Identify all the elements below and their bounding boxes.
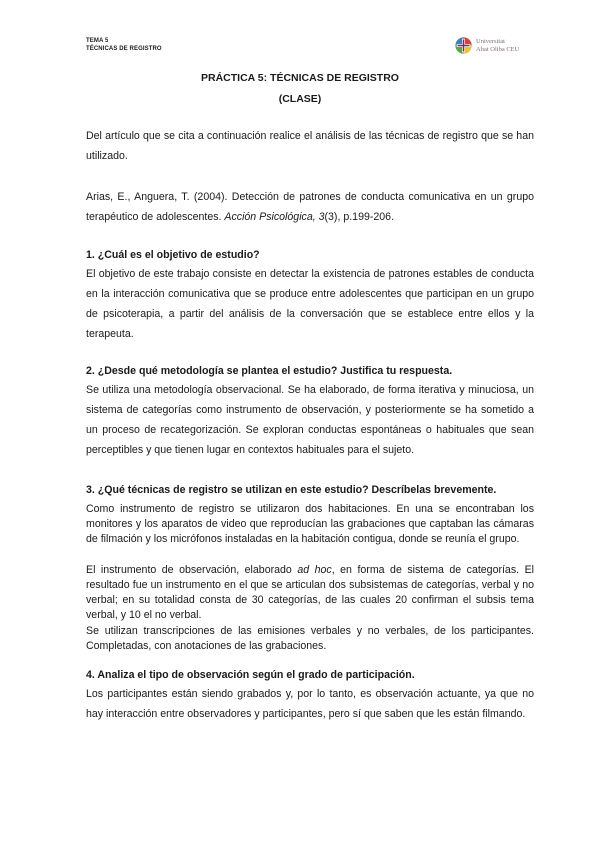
question-2-heading: 2. ¿Desde qué metodología se plantea el estudio? Justifica tu respuesta.	[86, 365, 453, 377]
question-1-heading: 1. ¿Cuál es el objetivo de estudio?	[86, 249, 260, 261]
university-emblem-icon	[455, 37, 472, 54]
question-3-answer-2a: El instrumento de observación, elaborado	[86, 564, 298, 576]
document-header	[86, 37, 162, 53]
header-tema: TEMA 5	[86, 38, 109, 44]
page-title: PRÁCTICA 5: TÉCNICAS DE REGISTRO	[201, 72, 399, 84]
question-3-answer-2b: , en forma de sistema de categorías. El resultado fue un instrumento en el que se articulan dos subsistemas de categorías, verbal y no verbal; en su totalidad consta de 30 categorías, de las cuales 20 confirman el subsis tema verbal, y 10 el no verbal.	[86, 564, 534, 621]
intro-paragraph: Del artículo que se cita a continuación realice el análisis de las técnicas de registro que se han utilizado.	[86, 130, 534, 162]
logo-line-1: Universitat	[476, 38, 505, 45]
question-3-answer-3: Se utilizan transcripciones de las emisiones verbales y no verbales, de los participantes. Completadas, con anotaciones de las grabaciones.	[86, 625, 534, 652]
reference-authors-title: Arias, E., Anguera, T. (2004). Detección de patrones de conducta comunicativa en un grupo terapéutico de adolescentes.	[86, 191, 534, 223]
question-3-answer-2-italic: ad hoc	[297, 564, 332, 576]
reference-issue-pages: (3), p.199-206.	[324, 211, 395, 223]
page-subtitle: (CLASE)	[278, 93, 322, 105]
reference-paragraph	[86, 187, 534, 227]
header-tecnicas: TÉCNICAS DE REGISTRO	[86, 46, 162, 52]
question-3-answer-1: Como instrumento de registro se utilizaron dos habitaciones. En una se encontraban los monitores y los aparatos de video que reproducían las grabaciones que captaban las cámaras de filmación y los micrófonos instaladas en la habitación contigua, donde se reunía el grupo.	[86, 503, 534, 545]
question-1-answer: El objetivo de este trabajo consiste en detectar la existencia de patrones estables de conducta en la interacción comunicativa que se produce entre adolescentes que participan en un grupo de psicoterapia, a partir del análisis de la conversación que se establece entre ellos y la terapeuta.	[86, 268, 534, 340]
question-3-heading: 3. ¿Qué técnicas de registro se utilizan en este estudio? Descríbelas brevemente.	[86, 484, 497, 496]
question-4-heading: 4. Analiza el tipo de observación según el grado de participación.	[86, 669, 415, 681]
university-logo	[455, 37, 519, 54]
logo-line-2: Abat Oliba CEU	[476, 45, 520, 53]
question-4-answer: Los participantes están siendo grabados y, por lo tanto, es observación actuante, ya que no hay interacción entre observadores y participantes, pero sí que saben que les están filmando.	[86, 688, 534, 720]
question-2-answer: Se utiliza una metodología observacional. Se ha elaborado, de forma iterativa y minuciosa, un sistema de categorías como instrumento de observación, y posteriormente se ha sometido a un proceso de recategorización. Se exploran conductas espontáneas o habituales que sean perceptibles y que tienen lugar en contextos habituales para el sujeto.	[86, 384, 534, 456]
logo-text	[476, 38, 519, 53]
question-3-answer-2	[86, 563, 534, 623]
reference-journal: Acción Psicológica, 3	[224, 211, 325, 223]
